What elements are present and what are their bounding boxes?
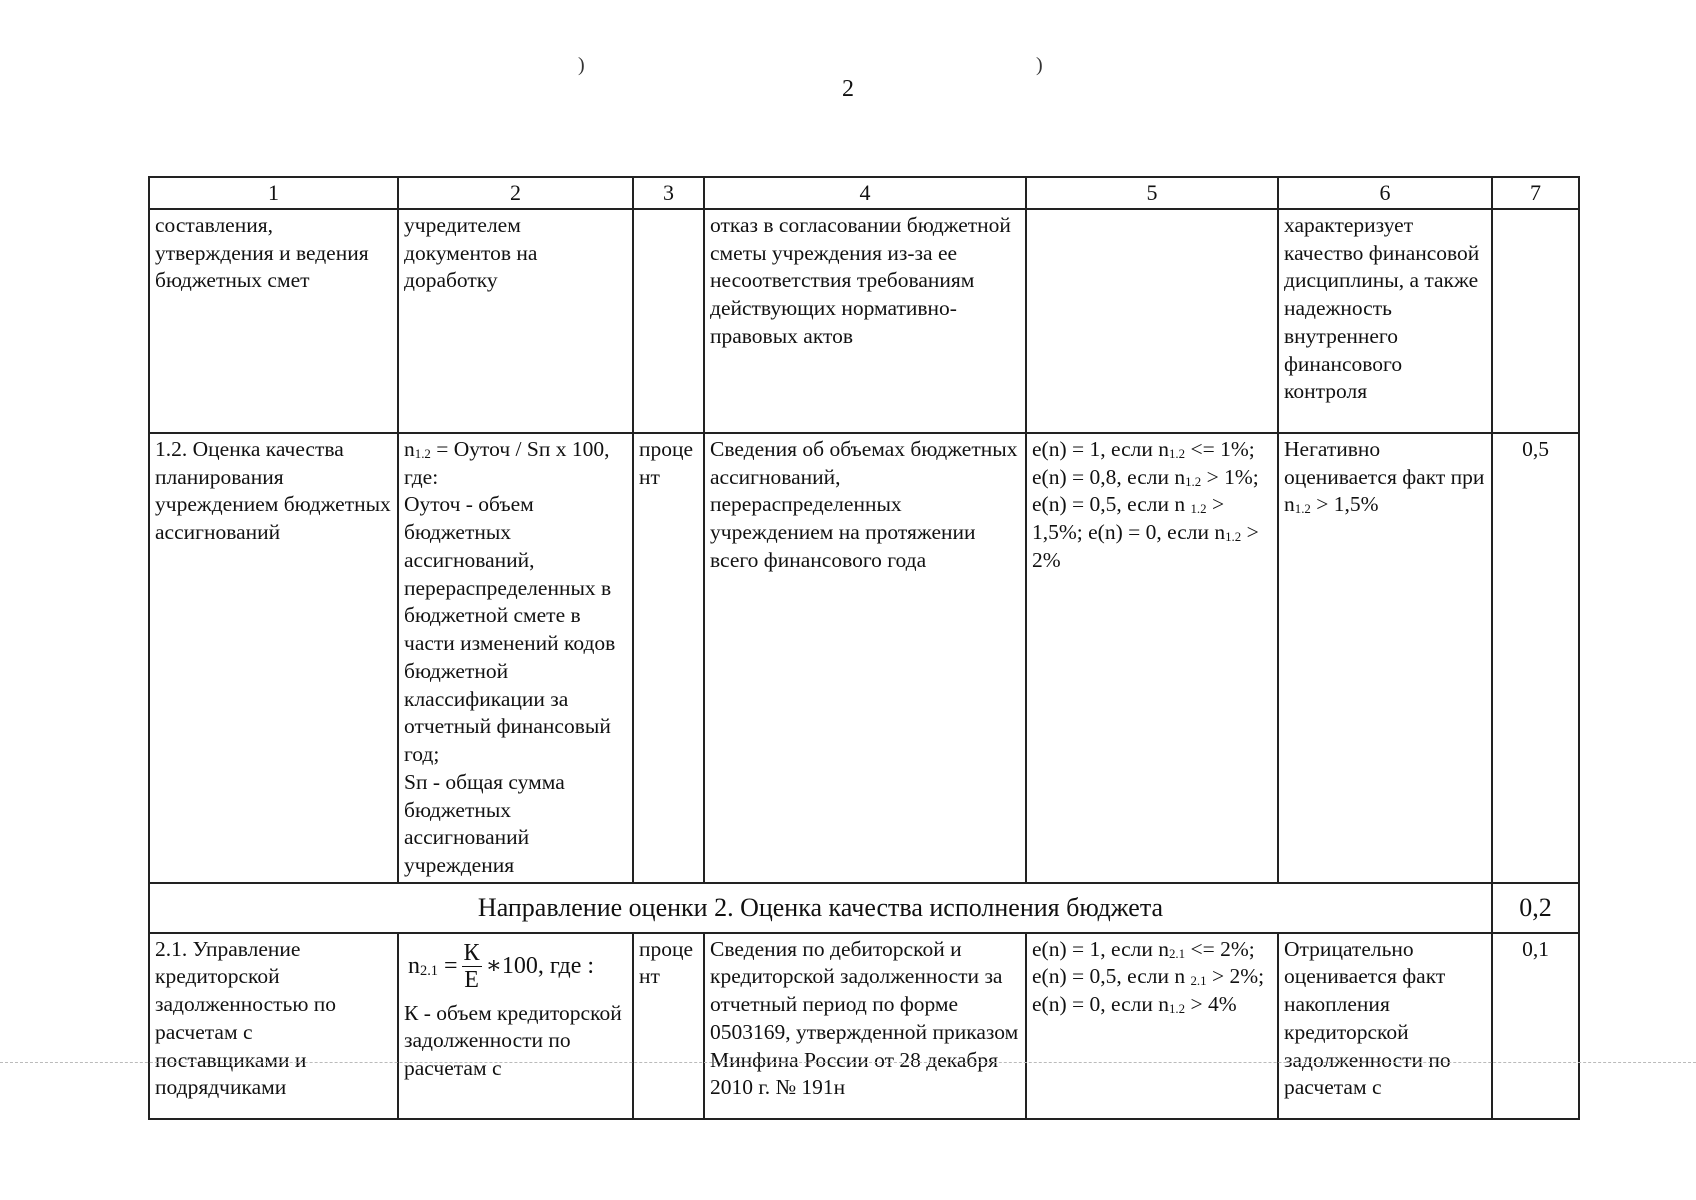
scale-line: e(n) = 0,8, если n1.2 > 1%; (1032, 464, 1259, 489)
header-cell-2: 2 (398, 177, 633, 209)
assessment-table (148, 176, 1580, 1120)
scale-line: e(n) = 1, если n1.2 <= 1%; (1032, 437, 1255, 461)
header-cell-6: 6 (1278, 177, 1492, 209)
formula-cell (398, 433, 633, 883)
scale-cell (1026, 209, 1278, 433)
scan-fold-line (0, 1062, 1696, 1063)
scan-mark-right: ) (1036, 54, 1043, 76)
header-cell-4: 4 (704, 177, 1026, 209)
unit-cell: процент (633, 433, 704, 883)
source-cell: отказ в согласовании бюджетной сметы учреждения из-за ее несоответствия требованиям действующих нормативно-правовых актов (704, 209, 1026, 433)
source-cell: Сведения об объемах бюджетных ассигнований, перераспределенных учреждением на протяжении всего финансового года (704, 433, 1026, 883)
formula-definition: К - объем кредиторской задолженности по расчетам с (404, 1000, 622, 1080)
table-row (149, 209, 1579, 433)
weight-cell: 0,1 (1492, 933, 1579, 1119)
table-row (149, 433, 1579, 883)
source-cell: Сведения по дебиторской и кредиторской задолженности за отчетный период по форме 0503169, утвержденной приказом Минфина России от 28 декабря 2010 г. № 191н (704, 933, 1026, 1119)
unit-cell (633, 209, 704, 433)
scan-mark-left: ) (578, 54, 585, 76)
formula-cell (398, 933, 633, 1119)
comment-cell: Отрицательно оценивается факт накопления кредиторской задолженности по расчетам с (1278, 933, 1492, 1119)
scale-line: e(n) = 0, если n1.2 > 4% (1032, 992, 1237, 1017)
header-row (149, 177, 1579, 209)
scale-cell (1026, 433, 1278, 883)
criterion-cell: составления, утверждения и ведения бюджетных смет (149, 209, 398, 433)
formula-definition: Sп - общая сумма бюджетных ассигнований учреждения (404, 769, 565, 878)
formula-text: n1.2 = Оуточ / Sп х 100, где: (404, 437, 610, 489)
header-cell-5: 5 (1026, 177, 1278, 209)
comment-cell: характеризует качество финансовой дисциплины, а также надежность внутреннего финансового контроля (1278, 209, 1492, 433)
comment-cell: Негативно оценивается факт при n1.2 > 1,5% (1278, 433, 1492, 883)
page-number: 2 (842, 76, 854, 102)
scale-cell (1026, 933, 1278, 1119)
scale-line: e(n) = 0,5, если n 1.2 > 1,5%; e(n) = 0, если n1.2 > 2% (1032, 492, 1259, 572)
weight-cell (1492, 209, 1579, 433)
unit-cell: процент (633, 933, 704, 1119)
header-cell-1: 1 (149, 177, 398, 209)
weight-cell: 0,5 (1492, 433, 1579, 883)
formula-expression: n2.1 = $\frac{К}{Е}$ ∗100, где : (408, 939, 595, 994)
formula-cell: учредителем документов на доработку (398, 209, 633, 433)
direction-row (149, 883, 1579, 933)
direction-title: Направление оценки 2. Оценка качества исполнения бюджета (149, 883, 1492, 933)
direction-weight: 0,2 (1492, 883, 1579, 933)
header-cell-7: 7 (1492, 177, 1579, 209)
formula-definition: Оуточ - объем бюджетных ассигнований, перераспределенных в бюджетной смете в части изменений кодов бюджетной классификации за отчетный финансовый год; (404, 492, 616, 767)
criterion-cell: 2.1. Управление кредиторской задолженностью по расчетам с поставщиками и подрядчиками (149, 933, 398, 1119)
header-cell-3: 3 (633, 177, 704, 209)
table-row (149, 933, 1579, 1119)
scale-line: e(n) = 0,5, если n 2.1 > 2%; (1032, 964, 1265, 989)
formula-fraction: $\frac{К}{Е}$ (463, 939, 480, 994)
criterion-cell: 1.2. Оценка качества планирования учреждением бюджетных ассигнований (149, 433, 398, 883)
scale-line: e(n) = 1, если n2.1 <= 2%; (1032, 936, 1255, 961)
